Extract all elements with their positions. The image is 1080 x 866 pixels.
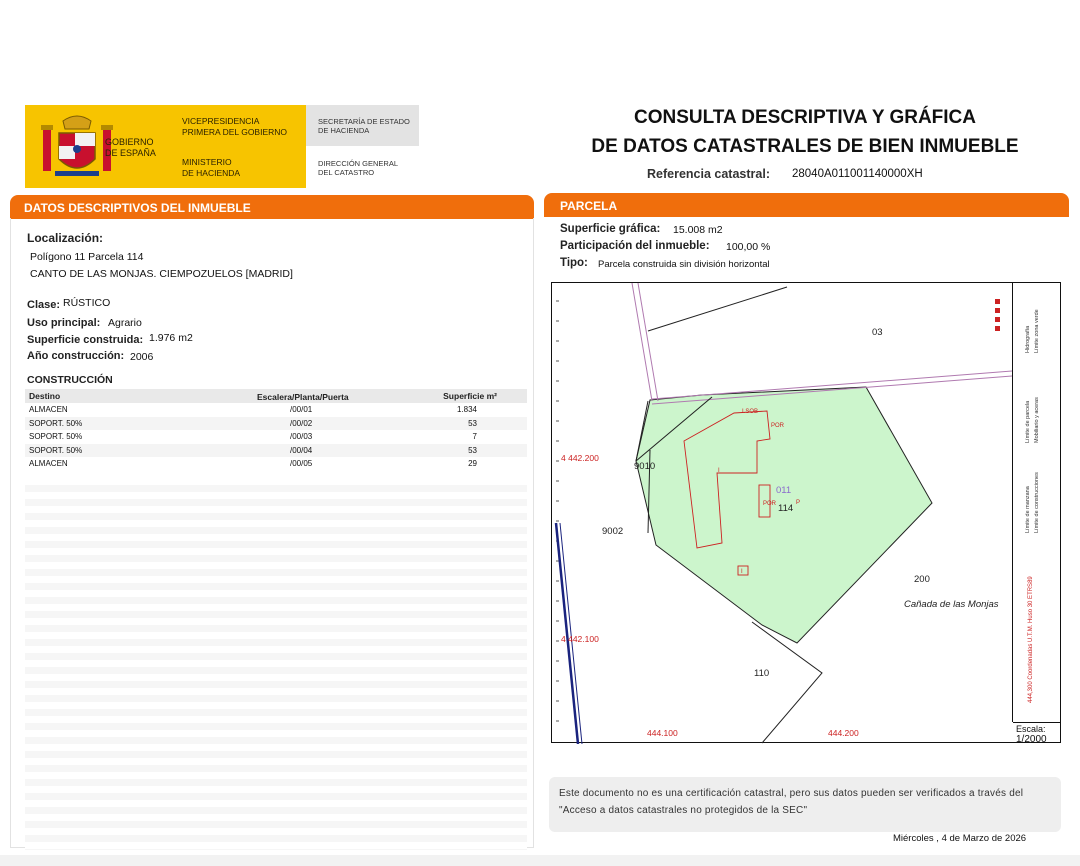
- cell-escalera: /00/01: [290, 405, 313, 414]
- gobierno-logo: [25, 105, 306, 188]
- legend-item: Hidrografía: [1025, 325, 1031, 353]
- table-row: [25, 417, 527, 431]
- cell-escalera: /00/04: [290, 445, 313, 455]
- municipal-boundaries: [632, 283, 1012, 404]
- coord-x-left: 444.100: [647, 728, 678, 738]
- table-row: [25, 403, 527, 417]
- cell-superficie: 7: [472, 432, 477, 441]
- legend-item: Límite de parcela: [1025, 400, 1031, 443]
- parcela-title: PARCELA: [560, 199, 618, 213]
- table-row: [25, 457, 527, 471]
- anio-construccion-value: 2006: [130, 351, 154, 363]
- cell-destino: ALMACEN: [29, 459, 68, 468]
- disclaimer-box: [549, 777, 1061, 832]
- legend-item: Límite de manzana: [1025, 486, 1031, 533]
- label-110: 110: [754, 668, 770, 679]
- construccion-heading: CONSTRUCCIÓN: [27, 374, 113, 386]
- bldg-label: I: [741, 569, 743, 575]
- document-title-line2: DE DATOS CATASTRALES DE BIEN INMUEBLE: [591, 136, 1019, 157]
- document-date: Miércoles , 4 de Marzo de 2026: [893, 833, 1027, 844]
- construccion-table: [25, 389, 527, 471]
- localizacion-line1: Polígono 11 Parcela 114: [30, 251, 144, 263]
- sec-logo-icon: [995, 299, 1000, 331]
- map-canvas: [552, 283, 1062, 744]
- label-9002: 9002: [602, 526, 624, 537]
- cell-destino: SOPORT. 50%: [29, 432, 83, 441]
- cell-destino: SOPORT. 50%: [29, 418, 83, 428]
- bldg-label: POR: [771, 423, 785, 429]
- bldg-label: I.SOB: [742, 409, 759, 415]
- bottom-strip: [0, 855, 1080, 866]
- map-legend-divider: [1012, 282, 1013, 722]
- uso-principal-value: Agrario: [108, 317, 142, 329]
- table-row: [25, 430, 527, 444]
- localizacion-line2: CANTO DE LAS MONJAS. CIEMPOZUELOS [MADRID]: [30, 268, 293, 280]
- referencia-value: 28040A011001140000XH: [792, 168, 923, 180]
- cadastral-map[interactable]: [551, 282, 1061, 743]
- participacion-value: 100,00 %: [726, 241, 771, 253]
- datos-descriptivos-header: [10, 195, 534, 219]
- header-destino: Destino: [29, 391, 61, 401]
- datos-descriptivos-title: DATOS DESCRIPTIVOS DEL INMUEBLE: [24, 201, 251, 215]
- disclaimer-text: Este documento no es una certificación catastral, pero sus datos pueden ser verificados a través del "Acceso a datos catastrales no protegidos de la SEC": [559, 788, 1024, 816]
- cell-escalera: /00/02: [290, 418, 313, 428]
- label-9010: 9010: [634, 461, 656, 472]
- document-title-line1: CONSULTA DESCRIPTIVA Y GRÁFICA: [633, 107, 977, 128]
- header-superficie: Superficie m²: [443, 391, 497, 401]
- map-ticks: [556, 301, 559, 721]
- table-background: [25, 478, 527, 850]
- tipo-value: Parcela construida sin división horizontal: [598, 259, 770, 270]
- label-114: 114: [778, 503, 794, 514]
- superficie-construida-label: Superficie construida:: [27, 334, 144, 346]
- tipo-label: Tipo:: [560, 257, 588, 269]
- coord-y-bottom: 4 442.100: [561, 634, 599, 644]
- coat-of-arms-icon: [37, 113, 117, 181]
- gobierno-line2: DE ESPAÑA: [105, 148, 156, 158]
- road-label: Cañada de las Monjas: [904, 599, 999, 610]
- escala-box: [1013, 722, 1061, 744]
- cell-superficie: 1.834: [456, 405, 477, 414]
- clase-label: Clase:: [27, 299, 61, 311]
- superficie-grafica-label: Superficie gráfica:: [560, 223, 661, 235]
- direccion-line2: DEL CATASTRO: [318, 168, 375, 177]
- cell-superficie: 29: [468, 459, 477, 468]
- cell-destino: ALMACEN: [29, 405, 68, 414]
- cell-superficie: 53: [468, 418, 477, 428]
- catastro-logo: [306, 105, 419, 188]
- escala-value: 1/2000: [1016, 734, 1047, 745]
- bldg-label: P: [796, 500, 801, 506]
- table-row: [25, 444, 527, 458]
- legend-item: Límite de construcciones: [1034, 472, 1040, 533]
- bldg-label: POR: [763, 501, 777, 507]
- superficie-construida-value: 1.976 m2: [149, 332, 193, 344]
- map-legend: [1025, 309, 1040, 703]
- vicepresidencia-line1: VICEPRESIDENCIA: [182, 116, 260, 126]
- cell-escalera: /00/05: [290, 459, 313, 468]
- bldg-label: I: [718, 468, 720, 474]
- secretaria-line1: SECRETARÍA DE ESTADO: [318, 117, 410, 126]
- gobierno-line1: GOBIERNO: [105, 137, 154, 147]
- vicepresidencia-line2: PRIMERA DEL GOBIERNO: [182, 127, 288, 137]
- legend-item: Límite zona verde: [1034, 309, 1040, 353]
- participacion-label: Participación del inmueble:: [560, 240, 710, 252]
- legend-item: Mobiliario y aceras: [1034, 397, 1040, 443]
- projection-label: 444,300 Coordenadas U.T.M. Huso 30 ETRS89: [1028, 576, 1034, 703]
- secretaria-line2: DE HACIENDA: [318, 126, 370, 135]
- table-header: [25, 389, 527, 403]
- label-011: 011: [776, 485, 792, 496]
- label-200: 200: [914, 574, 930, 585]
- localizacion-label: Localización:: [27, 231, 104, 245]
- uso-principal-label: Uso principal:: [27, 317, 101, 329]
- escala-label: Escala:: [1016, 724, 1046, 734]
- anio-construccion-label: Año construcción:: [27, 350, 125, 362]
- header-escalera: Escalera/Planta/Puerta: [257, 392, 349, 402]
- coord-y-top: 4 442.200: [561, 453, 599, 463]
- direccion-line1: DIRECCIÓN GENERAL: [318, 159, 399, 168]
- cell-escalera: /00/03: [290, 432, 313, 441]
- ministerio-line1: MINISTERIO: [182, 157, 232, 167]
- coord-x-right: 444.200: [828, 728, 859, 738]
- label-03: 03: [872, 327, 883, 338]
- ministerio-line2: DE HACIENDA: [182, 168, 241, 178]
- cell-destino: SOPORT. 50%: [29, 445, 83, 455]
- parcela-header: [544, 193, 1069, 217]
- superficie-grafica-value: 15.008 m2: [673, 224, 723, 236]
- referencia-label: Referencia catastral:: [647, 167, 770, 181]
- clase-value: RÚSTICO: [63, 297, 111, 309]
- cell-superficie: 53: [468, 445, 477, 455]
